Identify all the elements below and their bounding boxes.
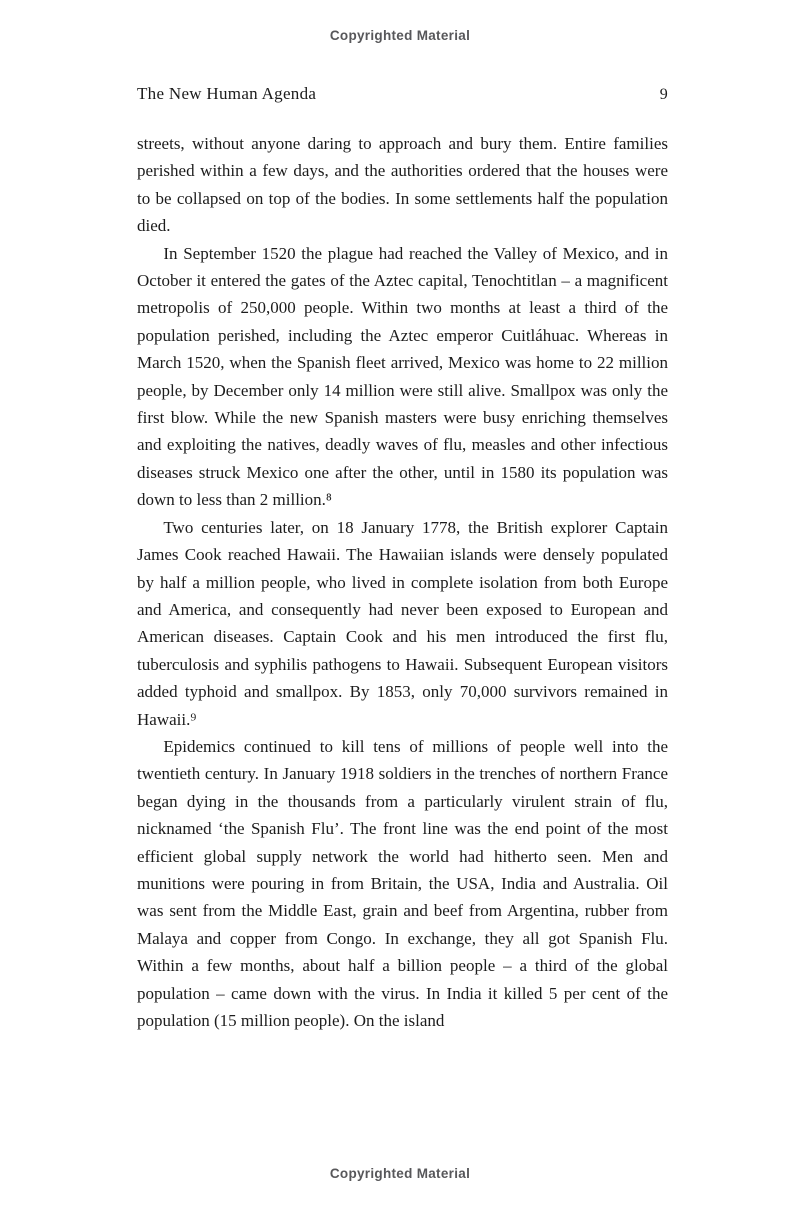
copyright-notice-bottom: Copyrighted Material (329, 1166, 471, 1181)
copyright-notice-top: Copyrighted Material (329, 28, 471, 43)
paragraph: streets, without anyone daring to approach and bury them. Entire families perished within a few days, and the authorities ordered that the houses were to be collapsed on top of the bodies. In some settlements half the population died. (137, 134, 668, 236)
body-text (137, 130, 668, 1034)
paragraph: Epidemics continued to kill tens of millions of people well into the twentieth century. In January 1918 soldiers in the trenches of northern France began dying in the thousands from a particularly virulent strain of flu, nicknamed ‘the Spanish Flu’. The front line was the end point of the most efficient global supply network the world had hitherto seen. Men and munitions were pouring in from Britain, the USA, India and Australia. Oil was sent from the Middle East, grain and beef from Argentina, rubber from Malaya and copper from Congo. In exchange, they all got Spanish Flu. Within a few months, about half a billion people – a third of the global population – came down with the virus. In India it killed 5 per cent of the population (15 million people). On the island (137, 736, 668, 1030)
running-header (137, 84, 668, 104)
page-number: 9 (659, 86, 668, 103)
chapter-title: The New Human Agenda (137, 84, 317, 103)
paragraph: In September 1520 the plague had reached the Valley of Mexico, and in October it entered the gates of the Aztec capital, Tenochtitlan – a magnificent metropolis of 250,000 people. Within two months at least a third of the population perished, including the Aztec emperor Cuitláhuac. Whereas in March 1520, when the Spanish fleet arrived, Mexico was home to 22 million people, by December only 14 million were still alive. Smallpox was only the first blow. While the new Spanish masters were busy enriching themselves and exploiting the natives, deadly waves of flu, measles and other infectious diseases struck Mexico one after the other, until in 1580 its population was down to less than 2 million.⁸ (137, 243, 668, 510)
paragraph: Two centuries later, on 18 January 1778, the British explorer Captain James Cook reached Hawaii. The Hawaiian islands were densely populated by half a million people, who lived in complete isolation from both Europe and America, and consequently had never been exposed to European and American diseases. Captain Cook and his men introduced the first flu, tuberculosis and syphilis pathogens to Hawaii. Subsequent European visitors added typhoid and smallpox. By 1853, only 70,000 survivors remained in Hawaii.⁹ (137, 517, 668, 729)
